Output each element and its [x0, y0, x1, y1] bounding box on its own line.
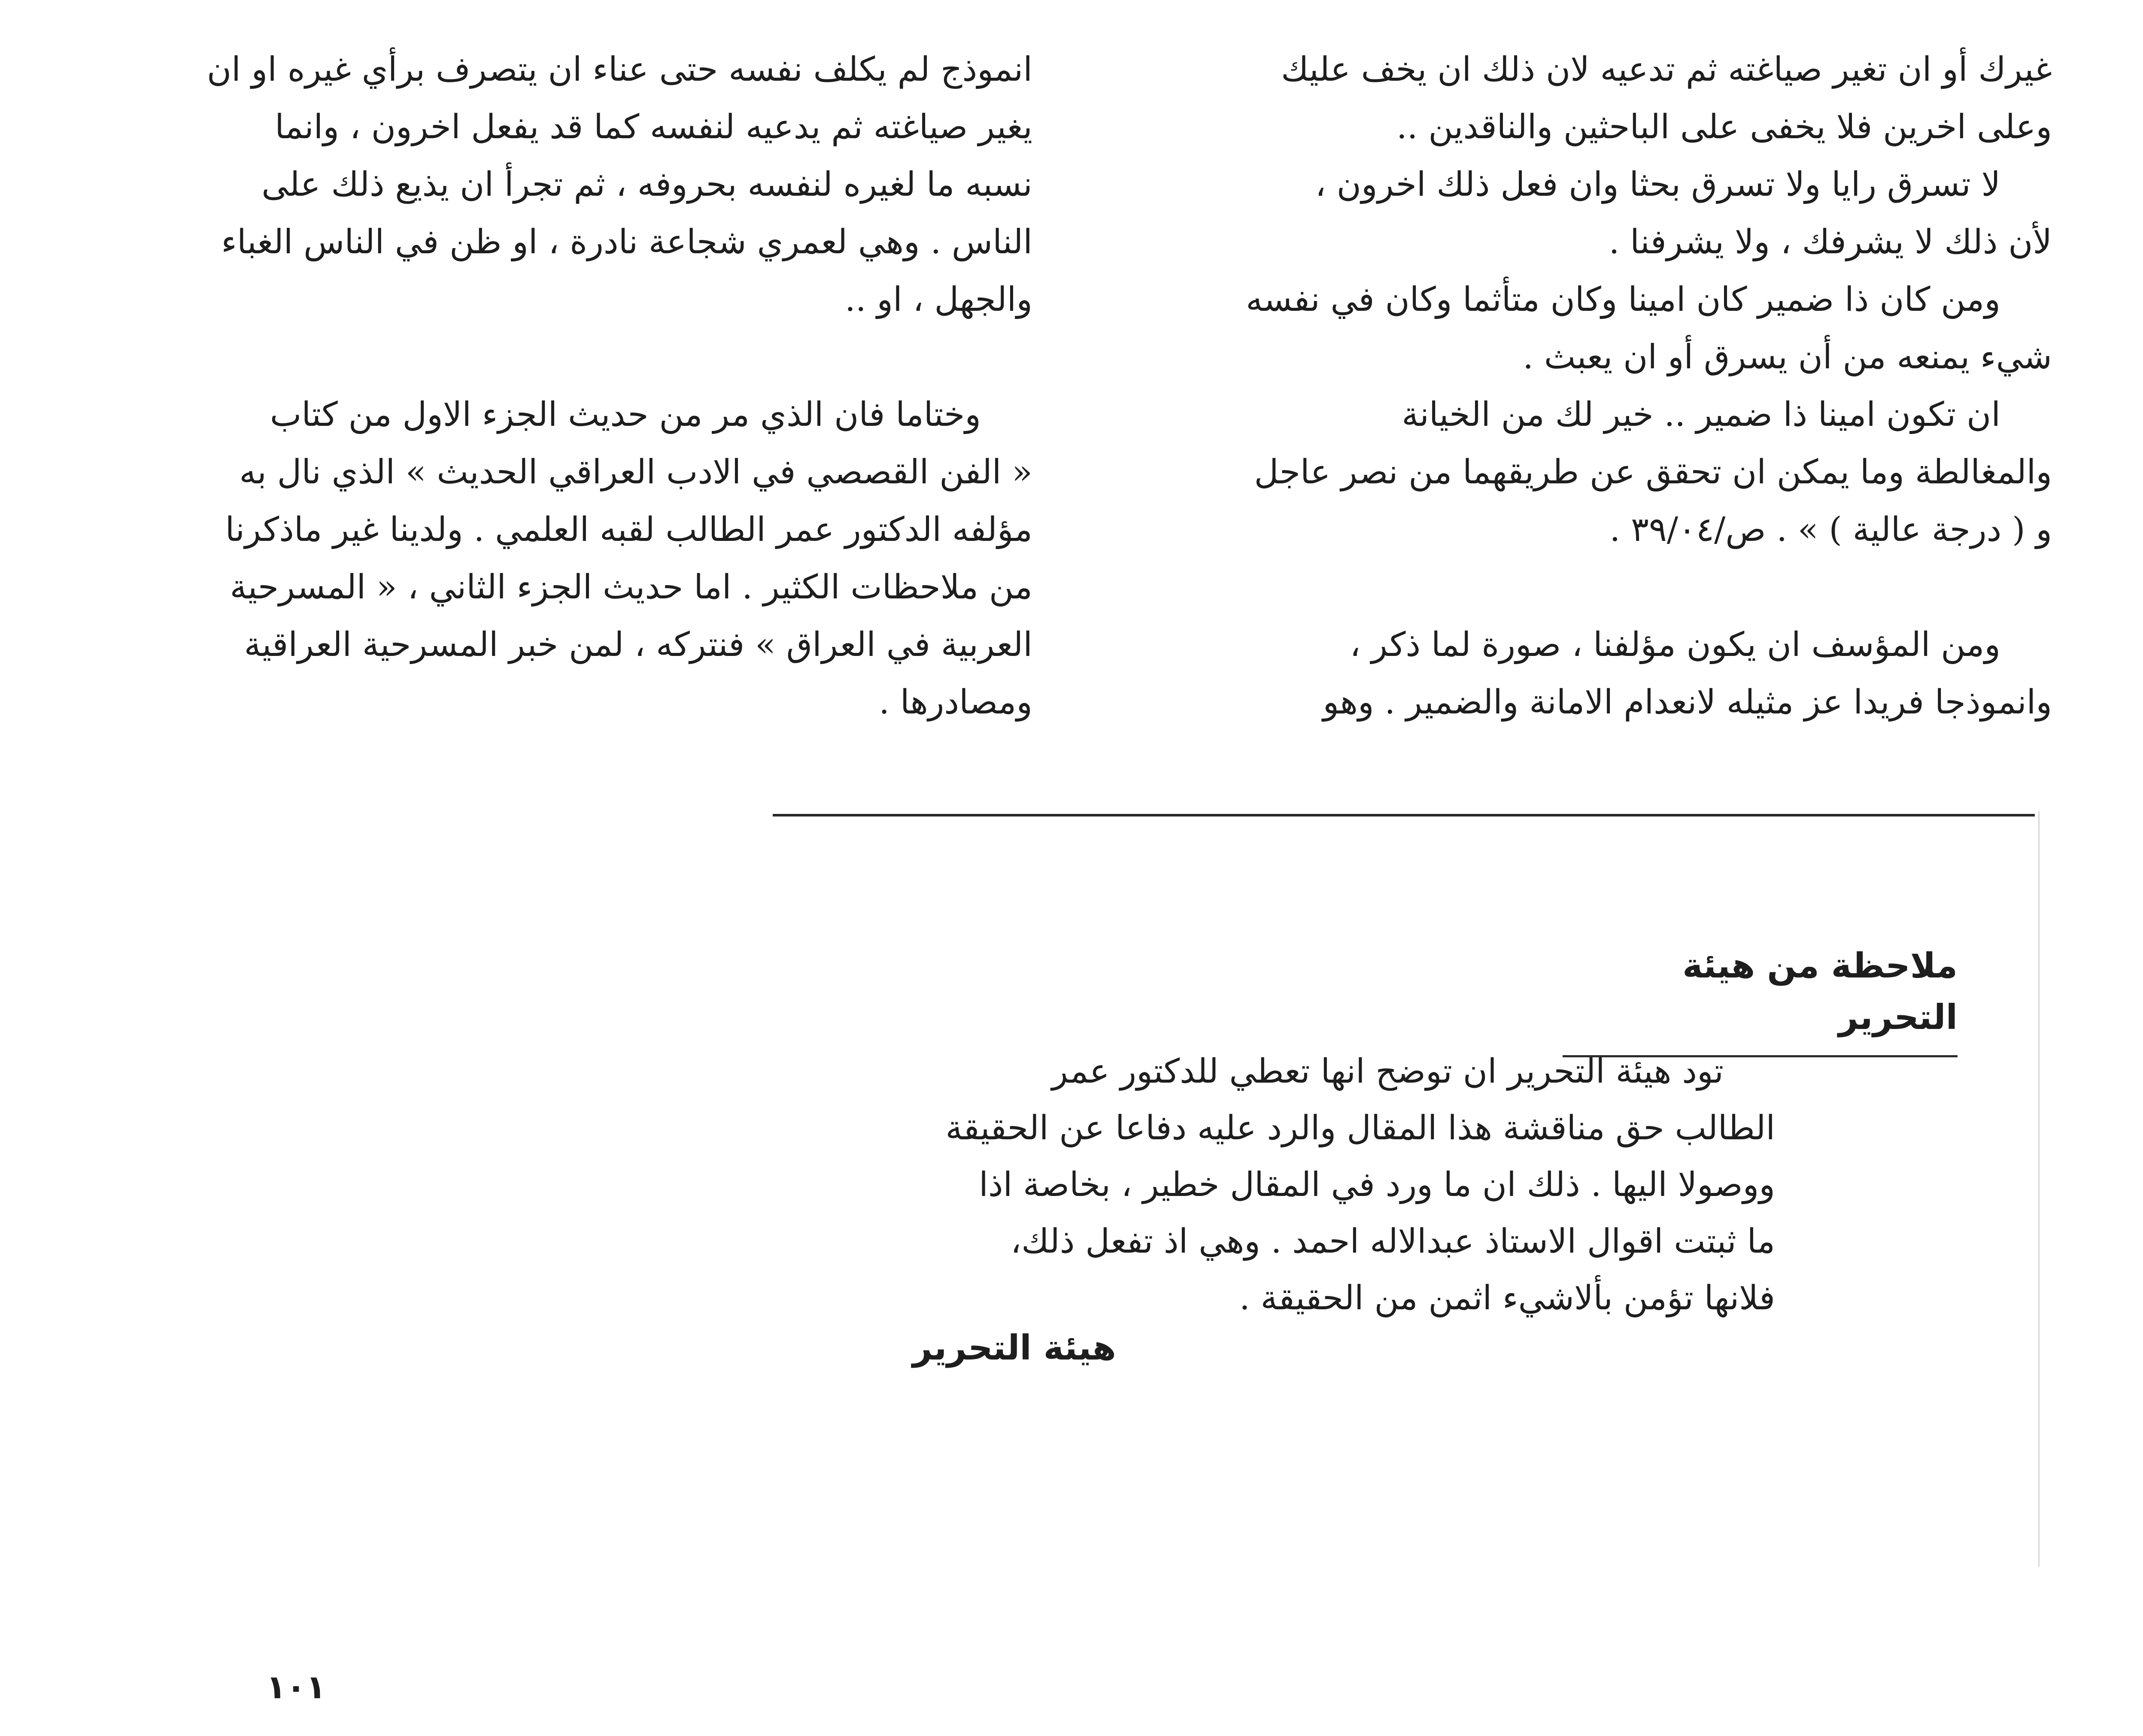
paragraph-line: لأن ذلك لا يشرفك ، ولا يشرفنا .: [1609, 223, 2052, 261]
paragraph-line: ومن المؤسف ان يكون مؤلفنا ، صورة لما ذكر ،: [1350, 625, 2000, 664]
paragraph-line: « الفن القصصي في الادب العراقي الحديث » الذي نال به: [239, 453, 1032, 492]
note-line: ما ثبتت اقوال الاستاذ عبدالاله احمد . وهي اذ تفعل ذلك،: [1011, 1222, 1775, 1261]
paragraph-line: مؤلفه الدكتور عمر الطالب لقبه العلمي . ولدينا غير ماذكرنا: [225, 510, 1032, 549]
paragraph-line: يغير صياغته ثم يدعيه لنفسه كما قد يفعل اخرون ، وانما: [275, 108, 1032, 146]
note-line: الطالب حق مناقشة هذا المقال والرد عليه دفاعا عن الحقيقة: [945, 1109, 1775, 1147]
paragraph-line: نسبه ما لغيره لنفسه بحروفه ، ثم تجرأ ان يذيع ذلك على: [261, 165, 1032, 204]
paragraph-line: وختاما فان الذي مر من حديث الجزء الاول من كتاب: [270, 395, 981, 434]
paragraph-line: والجهل ، او ..: [845, 280, 1032, 319]
paragraph-line: وعلى اخرين فلا يخفى على الباحثين والناقدين ..: [1396, 108, 2052, 146]
right-text-column: [1125, 41, 2052, 731]
note-line: تود هيئة التحرير ان توضح انها تعطي للدكتور عمر: [1051, 1052, 1724, 1091]
section-divider: [773, 814, 2035, 816]
editorial-signature: هيئة التحرير: [912, 1328, 1116, 1368]
paragraph-line: و ( درجة عالية ) » . ص/٣٩/٠٤ .: [1609, 510, 2052, 549]
paragraph-line: ومن كان ذا ضمير كان امينا وكان متأثما وكان في نفسه: [1246, 280, 2000, 319]
paragraph-line: والمغالطة وما يمكن ان تحقق عن طريقهما من نصر عاجل: [1254, 453, 2052, 492]
paragraph-line: الناس . وهي لعمري شجاعة نادرة ، او ظن في الناس الغباء: [221, 223, 1032, 261]
note-line: ووصولا اليها . ذلك ان ما ورد في المقال خطير ، بخاصة اذا: [979, 1165, 1775, 1204]
paragraph-line: ان تكون امينا ذا ضمير .. خير لك من الخيانة: [1402, 395, 2000, 434]
scan-edge-line: [2038, 811, 2040, 1567]
paragraph-gap: [105, 328, 1032, 386]
editorial-note-heading: ملاحظة من هيئة التحرير: [1563, 940, 1958, 1057]
paragraph-line: ومصادرها .: [879, 683, 1032, 722]
left-text-column: [105, 41, 1032, 731]
paragraph-line: لا تسرق رايا ولا تسرق بحثا وان فعل ذلك اخرون ،: [1315, 165, 2000, 204]
paragraph-line: من ملاحظات الكثير . اما حديث الجزء الثاني ، « المسرحية: [230, 568, 1032, 607]
paragraph-line: العربية في العراق » فنتركه ، لمن خبر المسرحية العراقية: [244, 625, 1032, 664]
note-line: فلانها تؤمن بألاشيء اثمن من الحقيقة .: [1239, 1279, 1775, 1317]
paragraph-line: وانموذجا فريدا عز مثيله لانعدام الامانة والضمير . وهو: [1323, 683, 2052, 722]
page-number: ١٠١: [266, 1668, 326, 1706]
editorial-note-body: [848, 1043, 1775, 1326]
paragraph-line: انموذج لم يكلف نفسه حتى عناء ان يتصرف برأي غيره او ان: [206, 50, 1032, 89]
paragraph-line: غيرك أو ان تغير صياغته ثم تدعيه لان ذلك ان يخف عليك: [1281, 50, 2052, 89]
paragraph-line: شيء يمنعه من أن يسرق أو ان يعبث .: [1523, 338, 2052, 376]
paragraph-gap: [1125, 558, 2052, 616]
